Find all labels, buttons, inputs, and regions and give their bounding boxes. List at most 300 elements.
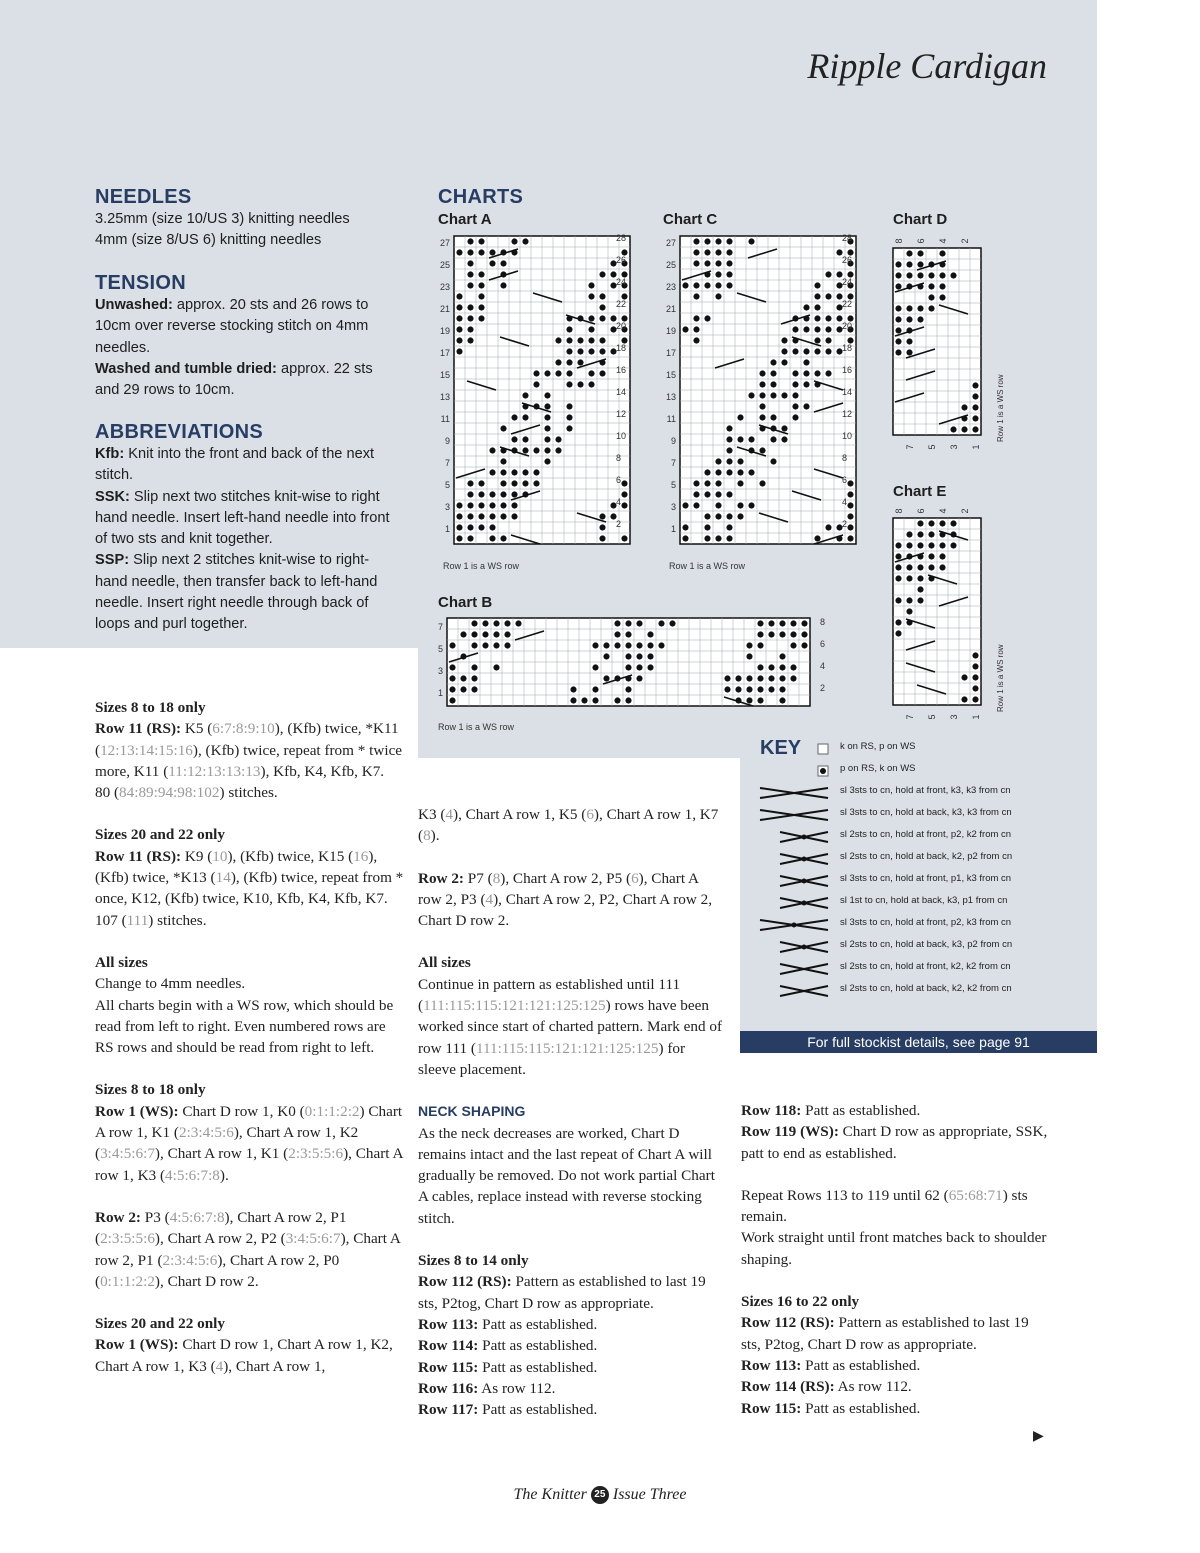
chart-c-row-label: 17 <box>665 347 676 358</box>
chart-a-purl-dot <box>500 502 506 508</box>
chart-a-purl-dot <box>522 392 528 398</box>
chart-a-row-label: 11 <box>440 413 450 424</box>
chart-c-purl-dot <box>825 315 831 321</box>
chart-b-purl-dot <box>768 631 774 637</box>
chart-b-purl-dot <box>768 675 774 681</box>
chart-b-row-label: 6 <box>820 638 826 649</box>
chart-a-purl-dot <box>522 469 528 475</box>
chart-e-purl-dot <box>972 674 978 680</box>
chart-c-row-label: 2 <box>842 518 848 529</box>
chart-a-purl-dot <box>621 535 627 541</box>
col1-all-1: Change to 4mm needles. <box>95 975 246 993</box>
chart-c-row-label: 16 <box>842 364 853 375</box>
chart-e-title: Chart E <box>893 483 947 500</box>
chart-b-purl-dot <box>471 620 477 626</box>
chart-b-purl-dot <box>768 686 774 692</box>
chart-e-purl-dot <box>928 531 934 537</box>
key-label: sl 3sts to cn, hold at back, k3, k3 from cn <box>840 807 1012 818</box>
chart-a-purl-dot <box>478 513 484 519</box>
chart-c-purl-dot <box>737 436 743 442</box>
chart-c-row-label: 24 <box>842 276 853 287</box>
chart-b-row-label: 3 <box>437 665 443 676</box>
chart-a-purl-dot <box>544 414 550 420</box>
key-label: sl 2sts to cn, hold at back, k2, p2 from cn <box>840 851 1013 862</box>
chart-b-purl-dot <box>625 686 631 692</box>
chart-c-purl-dot <box>803 370 809 376</box>
chart-b-purl-dot <box>471 664 477 670</box>
chart-b-purl-dot <box>636 620 642 626</box>
chart-c-purl-dot <box>726 524 732 530</box>
key-item-t5b <box>740 936 1080 958</box>
chart-c-purl-dot <box>759 447 765 453</box>
chart-a-purl-dot <box>500 491 506 497</box>
chart-c-row-label: 26 <box>842 254 853 265</box>
chart-b-purl-dot <box>460 686 466 692</box>
chart-c-purl-dot <box>825 337 831 343</box>
chart-d-purl-dot <box>972 415 978 421</box>
chart-e-purl-dot <box>917 586 923 592</box>
col3-heading-sizes: Sizes 16 to 22 only <box>741 1293 860 1311</box>
chart-a-row-label: 12 <box>616 408 627 419</box>
chart-c-purl-dot <box>748 238 754 244</box>
chart-c-grid <box>660 234 860 552</box>
col3-row118: Row 118: Patt as established. <box>741 1102 921 1119</box>
chart-a-purl-dot <box>599 293 605 299</box>
chart-a-purl-dot <box>478 249 484 255</box>
chart-a-purl-dot <box>533 447 539 453</box>
chart-e-purl-dot <box>906 575 912 581</box>
chart-d-purl-dot <box>895 305 901 311</box>
chart-c-purl-dot <box>715 502 721 508</box>
chart-c-purl-dot <box>781 359 787 365</box>
chart-a-purl-dot <box>467 271 473 277</box>
chart-a-purl-dot <box>555 359 561 365</box>
chart-c-purl-dot <box>825 370 831 376</box>
chart-a-purl-dot <box>467 513 473 519</box>
chart-b-purl-dot <box>746 686 752 692</box>
chart-a-note: Row 1 is a WS row <box>443 561 520 571</box>
chart-b-purl-dot <box>757 664 763 670</box>
chart-d-col-label: 3 <box>949 444 959 450</box>
chart-b-purl-dot <box>592 664 598 670</box>
chart-b-purl-dot <box>746 642 752 648</box>
chart-b-purl-dot <box>779 664 785 670</box>
chart-c-purl-dot <box>704 491 710 497</box>
chart-a-purl-dot <box>599 513 605 519</box>
col3-row119: Row 119 (WS): Chart D row as appropriate, SSK, patt to end as established. <box>741 1123 1048 1162</box>
chart-a-purl-dot <box>544 425 550 431</box>
chart-a-purl-dot <box>489 502 495 508</box>
chart-c-row-label: 9 <box>670 435 676 446</box>
chart-c-row-label: 5 <box>670 479 676 490</box>
col2-row112: Row 112 (RS): Pattern as established to last 19 sts, P2tog, Chart D row as appropriate. <box>418 1273 706 1312</box>
column-3 <box>741 1100 1051 1419</box>
chart-c-purl-dot <box>704 513 710 519</box>
chart-a-purl-dot <box>456 348 462 354</box>
chart-a-row-label: 13 <box>439 391 450 402</box>
chart-e-purl-dot <box>895 542 901 548</box>
chart-b-row-label: 2 <box>820 682 826 693</box>
chart-c-purl-dot <box>781 337 787 343</box>
tension-unwashed: Unwashed: approx. 20 sts and 26 rows to 10cm over reverse stocking stitch on 4mm needles. <box>95 297 369 356</box>
chart-c-purl-dot <box>847 480 853 486</box>
chart-e-purl-dot <box>972 663 978 669</box>
chart-c-purl-dot <box>726 535 732 541</box>
chart-c-purl-dot <box>737 502 743 508</box>
chart-c-purl-dot <box>726 458 732 464</box>
tension-heading: TENSION <box>95 272 186 294</box>
chart-b-purl-dot <box>482 631 488 637</box>
chart-c-purl-dot <box>726 282 732 288</box>
col3-row115: Row 115: Patt as established. <box>741 1399 921 1417</box>
key-legend <box>740 738 1097 1008</box>
chart-b-purl-dot <box>482 642 488 648</box>
col1-heading-3: All sizes <box>95 953 148 971</box>
chart-d-purl-dot <box>939 294 945 300</box>
chart-c-purl-dot <box>825 524 831 530</box>
chart-a-purl-dot <box>456 326 462 332</box>
chart-b-purl-dot <box>658 642 664 648</box>
key-symbol-t4f-icon <box>740 829 830 845</box>
chart-a-row-label: 24 <box>616 276 627 287</box>
chart-c-row-label: 23 <box>665 281 676 292</box>
col1-row11-a: Row 11 (RS): K5 (6:7:8:9:10), (Kfb) twice, *K11 (12:13:14:15:16), (Kfb) twice, repeat from * twice more, K11 (11:12:13:13:13), Kfb, K4, Kfb, K7. <box>95 720 403 780</box>
chart-c-purl-dot <box>792 348 798 354</box>
chart-c-purl-dot <box>737 414 743 420</box>
chart-b-purl-dot <box>801 631 807 637</box>
chart-a-purl-dot <box>500 425 506 431</box>
chart-c-purl-dot <box>693 337 699 343</box>
chart-a-purl-dot <box>566 337 572 343</box>
key-label: sl 3sts to cn, hold at front, k3, k3 from cn <box>840 785 1011 796</box>
chart-c-row-label: 6 <box>842 474 848 485</box>
chart-a-row-label: 9 <box>444 435 450 446</box>
footer-issue: Issue Three <box>612 1486 687 1503</box>
chart-a-row-label: 6 <box>616 474 622 485</box>
chart-e-purl-dot <box>895 630 901 636</box>
chart-d-col-label: 2 <box>960 238 970 244</box>
chart-c-row-label: 11 <box>666 413 676 424</box>
col2-row115: Row 115: Patt as established. <box>418 1358 598 1376</box>
key-item-c6b <box>740 804 1080 826</box>
chart-d-purl-dot <box>906 349 912 355</box>
chart-c-purl-dot <box>726 436 732 442</box>
chart-a-purl-dot <box>511 436 517 442</box>
chart-a-purl-dot <box>456 337 462 343</box>
chart-c-purl-dot <box>847 513 853 519</box>
chart-a-purl-dot <box>511 414 517 420</box>
chart-a-purl-dot <box>522 480 528 486</box>
chart-c-purl-dot <box>803 381 809 387</box>
chart-a-purl-dot <box>533 480 539 486</box>
chart-a-row-label: 7 <box>444 457 450 468</box>
chart-b-purl-dot <box>768 620 774 626</box>
chart-a-purl-dot <box>467 304 473 310</box>
chart-b-row-label: 1 <box>437 687 443 698</box>
col1-heading-1: Sizes 8 to 18 only <box>95 699 206 716</box>
chart-a-purl-dot <box>456 249 462 255</box>
chart-a-purl-dot <box>588 381 594 387</box>
needles-line-2: 4mm (size 8/US 6) knitting needles <box>95 232 322 249</box>
col3-work-straight: Work straight until front matches back to shoulder shaping. <box>741 1229 1047 1268</box>
chart-c-purl-dot <box>737 480 743 486</box>
chart-c-purl-dot <box>814 370 820 376</box>
chart-c-purl-dot <box>737 469 743 475</box>
chart-a-purl-dot <box>500 260 506 266</box>
chart-b-row-label: 5 <box>437 643 443 654</box>
chart-e-purl-dot <box>895 564 901 570</box>
chart-b-purl-dot <box>625 631 631 637</box>
chart-b-purl-dot <box>779 620 785 626</box>
chart-a-purl-dot <box>489 491 495 497</box>
chart-d-purl-dot <box>917 272 923 278</box>
page-footer <box>400 1486 800 1504</box>
chart-b-purl-dot <box>735 675 741 681</box>
chart-c-note: Row 1 is a WS row <box>669 561 746 571</box>
chart-a-purl-dot <box>544 447 550 453</box>
key-item-t5f <box>740 914 1080 936</box>
chart-a-purl-dot <box>467 524 473 530</box>
chart-d-purl-dot <box>906 250 912 256</box>
chart-b-purl-dot <box>768 664 774 670</box>
chart-c-purl-dot <box>814 348 820 354</box>
chart-c-purl-dot <box>693 315 699 321</box>
key-label: sl 1st to cn, hold at back, k3, p1 from cn <box>840 895 1008 906</box>
chart-a-purl-dot <box>522 414 528 420</box>
chart-e-purl-dot <box>928 564 934 570</box>
abbreviations-heading: ABBREVIATIONS <box>95 421 263 443</box>
chart-b-purl-dot <box>592 642 598 648</box>
footer-magazine: The Knitter <box>513 1486 587 1503</box>
chart-a-row-label: 2 <box>616 518 622 529</box>
chart-b-purl-dot <box>603 675 609 681</box>
chart-b-purl-dot <box>790 664 796 670</box>
col1-row11-b: Row 11 (RS): K9 (10), (Kfb) twice, K15 (16), (Kfb) twice, *K13 (14), (Kfb) twice, repeat from * once, K12, (Kfb) twice, K10, Kfb, K4, Kfb, K7. <box>95 847 404 908</box>
chart-a-row-label: 3 <box>444 501 450 512</box>
chart-b-purl-dot <box>482 620 488 626</box>
key-symbol-c6f-icon <box>740 785 830 801</box>
chart-c-purl-dot <box>715 238 721 244</box>
chart-c-row-label: 10 <box>842 430 853 441</box>
col1-stitches-b: 107 (111) stitches. <box>95 911 207 929</box>
chart-c-row-label: 20 <box>842 320 853 331</box>
col3-row113: Row 113: Patt as established. <box>741 1356 921 1374</box>
chart-c-purl-dot <box>792 392 798 398</box>
chart-a-purl-dot <box>555 447 561 453</box>
chart-c-row-label: 27 <box>665 237 676 248</box>
chart-c-purl-dot <box>682 535 688 541</box>
chart-b-purl-dot <box>581 697 587 703</box>
chart-a-purl-dot <box>456 502 462 508</box>
chart-a-purl-dot <box>489 535 495 541</box>
chart-a-purl-dot <box>522 436 528 442</box>
chart-e-col-label: 5 <box>927 714 937 720</box>
chart-b-purl-dot <box>724 686 730 692</box>
chart-a-row-label: 18 <box>616 342 627 353</box>
chart-a-purl-dot <box>544 458 550 464</box>
chart-b-purl-dot <box>493 620 499 626</box>
needles-section <box>95 186 410 252</box>
chart-d-purl-dot <box>928 283 934 289</box>
chart-c-purl-dot <box>715 491 721 497</box>
chart-d-title: Chart D <box>893 211 948 228</box>
chart-c-purl-dot <box>726 513 732 519</box>
chart-c-purl-dot <box>693 480 699 486</box>
chart-a-purl-dot <box>478 271 484 277</box>
chart-a-purl-dot <box>500 535 506 541</box>
chart-e-col-label: 1 <box>971 714 981 720</box>
chart-a-grid <box>434 234 634 552</box>
chart-e-note: Row 1 is a WS row <box>996 644 1005 712</box>
chart-a-purl-dot <box>577 348 583 354</box>
chart-b-purl-dot <box>757 642 763 648</box>
chart-a-purl-dot <box>511 491 517 497</box>
chart-e-purl-dot <box>917 542 923 548</box>
key-symbol-c4b-icon <box>740 983 830 999</box>
chart-a-purl-dot <box>489 513 495 519</box>
chart-c-purl-dot <box>704 469 710 475</box>
chart-b-purl-dot <box>669 620 675 626</box>
chart-c-purl-dot <box>803 326 809 332</box>
chart-c-purl-dot <box>792 326 798 332</box>
chart-c-purl-dot <box>715 469 721 475</box>
chart-c-purl-dot <box>715 282 721 288</box>
chart-a-row-label: 21 <box>439 303 450 314</box>
chart-e-col-label: 6 <box>916 508 926 514</box>
chart-c-purl-dot <box>737 458 743 464</box>
chart-e-purl-dot <box>906 608 912 614</box>
col3-repeat: Repeat Rows 113 to 119 until 62 (65:68:71) sts remain. <box>741 1186 1028 1226</box>
chart-b-purl-dot <box>625 664 631 670</box>
chart-b-purl-dot <box>493 642 499 648</box>
chart-a-purl-dot <box>544 370 550 376</box>
chart-b-purl-dot <box>779 697 785 703</box>
chart-b-purl-dot <box>460 675 466 681</box>
chart-a-purl-dot <box>599 370 605 376</box>
chart-a-purl-dot <box>467 337 473 343</box>
chart-d-purl-dot <box>972 393 978 399</box>
chart-b-purl-dot <box>636 653 642 659</box>
chart-c-purl-dot <box>715 535 721 541</box>
col2-row2: Row 2: P7 (8), Chart A row 2, P5 (6), Chart A row 2, P3 (4), Chart A row 2, P2, Chart A row 2, Chart D row 2. <box>418 869 713 930</box>
col2-row116: Row 116: As row 112. <box>418 1379 556 1397</box>
chart-e-purl-dot <box>939 553 945 559</box>
chart-c-purl-dot <box>693 502 699 508</box>
chart-d-purl-dot <box>895 349 901 355</box>
column-1 <box>95 697 407 1377</box>
chart-d-purl-dot <box>972 404 978 410</box>
chart-c-purl-dot <box>770 458 776 464</box>
chart-b-purl-dot <box>471 686 477 692</box>
chart-b-row-label: 8 <box>820 616 826 627</box>
chart-d-note: Row 1 is a WS row <box>996 374 1005 442</box>
chart-e-purl-dot <box>939 542 945 548</box>
chart-c-purl-dot <box>759 414 765 420</box>
chart-b-purl-dot <box>757 631 763 637</box>
chart-a-purl-dot <box>511 480 517 486</box>
chart-a-row-label: 19 <box>439 325 450 336</box>
chart-c-purl-dot <box>770 370 776 376</box>
chart-b-purl-dot <box>779 631 785 637</box>
chart-c-purl-dot <box>770 381 776 387</box>
chart-c-purl-dot <box>814 304 820 310</box>
col2-row114: Row 114: Patt as established. <box>418 1337 598 1355</box>
chart-b-purl-dot <box>493 664 499 670</box>
chart-a-purl-dot <box>500 458 506 464</box>
chart-c-purl-dot <box>693 260 699 266</box>
chart-a-purl-dot <box>478 502 484 508</box>
chart-d-col-label: 4 <box>938 238 948 244</box>
chart-e-purl-dot <box>917 531 923 537</box>
chart-d-grid <box>885 232 1010 454</box>
chart-c-purl-dot <box>726 238 732 244</box>
chart-c-purl-dot <box>682 524 688 530</box>
key-symbol-t4bk3-icon <box>740 895 830 911</box>
chart-c-row-label: 7 <box>670 457 676 468</box>
col2-continued: K3 (4), Chart A row 1, K5 (6), Chart A row 1, K7 (8). <box>418 806 719 845</box>
key-symbol-c6b-icon <box>740 807 830 823</box>
chart-e-purl-dot <box>928 542 934 548</box>
chart-c-purl-dot <box>704 315 710 321</box>
chart-a-purl-dot <box>467 502 473 508</box>
col2-continue: Continue in pattern as established until 111 (111:115:115:121:121:125:125) rows have been worked since start of charted pattern. Mark end of row 111 (111:115:115:121:121:125:125) for sleeve placement. <box>418 975 723 1078</box>
chart-d-purl-dot <box>906 316 912 322</box>
chart-a-row-label: 8 <box>616 452 622 463</box>
chart-c-purl-dot <box>704 249 710 255</box>
chart-b-row-label: 7 <box>437 621 443 632</box>
chart-b-purl-dot <box>449 664 455 670</box>
chart-a-row-label: 23 <box>439 281 450 292</box>
col2-row113: Row 113: Patt as established. <box>418 1315 598 1333</box>
chart-a-purl-dot <box>456 524 462 530</box>
chart-e-col-label: 8 <box>894 508 904 514</box>
chart-d-col-label: 7 <box>905 444 915 450</box>
chart-a-purl-dot <box>588 293 594 299</box>
chart-b-purl-dot <box>449 642 455 648</box>
chart-e-purl-dot <box>906 531 912 537</box>
next-page-arrow-icon[interactable]: ▶ <box>1033 1429 1044 1444</box>
chart-a-purl-dot <box>500 480 506 486</box>
chart-a-row-label: 28 <box>616 234 627 243</box>
chart-c-purl-dot <box>781 436 787 442</box>
chart-b-purl-dot <box>449 675 455 681</box>
chart-c-row-label: 13 <box>665 391 676 402</box>
chart-b-purl-dot <box>746 697 752 703</box>
chart-b-purl-dot <box>449 697 455 703</box>
chart-c-purl-dot <box>704 524 710 530</box>
chart-a-purl-dot <box>599 315 605 321</box>
chart-c-purl-dot <box>814 326 820 332</box>
chart-c-purl-dot <box>759 392 765 398</box>
col1-heading-2: Sizes 20 and 22 only <box>95 826 225 844</box>
page-title: Ripple Cardigan <box>807 46 1047 86</box>
chart-e-purl-dot <box>972 696 978 702</box>
chart-a-purl-dot <box>522 238 528 244</box>
chart-a-row-label: 5 <box>444 479 450 490</box>
chart-d-purl-dot <box>895 283 901 289</box>
key-label: sl 2sts to cn, hold at back, k2, k2 from cn <box>840 983 1012 994</box>
chart-e-col-label: 2 <box>960 508 970 514</box>
chart-c-purl-dot <box>693 249 699 255</box>
chart-c-purl-dot <box>847 491 853 497</box>
chart-a-purl-dot <box>489 249 495 255</box>
chart-b-purl-dot <box>449 686 455 692</box>
needles-heading: NEEDLES <box>95 186 192 208</box>
chart-c-purl-dot <box>726 469 732 475</box>
abbrev-ssp: SSP: Slip next 2 stitches knit-wise to right-hand needle, then transfer back to left-hand needle. Insert right needle through back of loops and purl together. <box>95 552 378 633</box>
chart-d-purl-dot <box>906 272 912 278</box>
col1-heading-4: Sizes 8 to 18 only <box>95 1081 206 1099</box>
